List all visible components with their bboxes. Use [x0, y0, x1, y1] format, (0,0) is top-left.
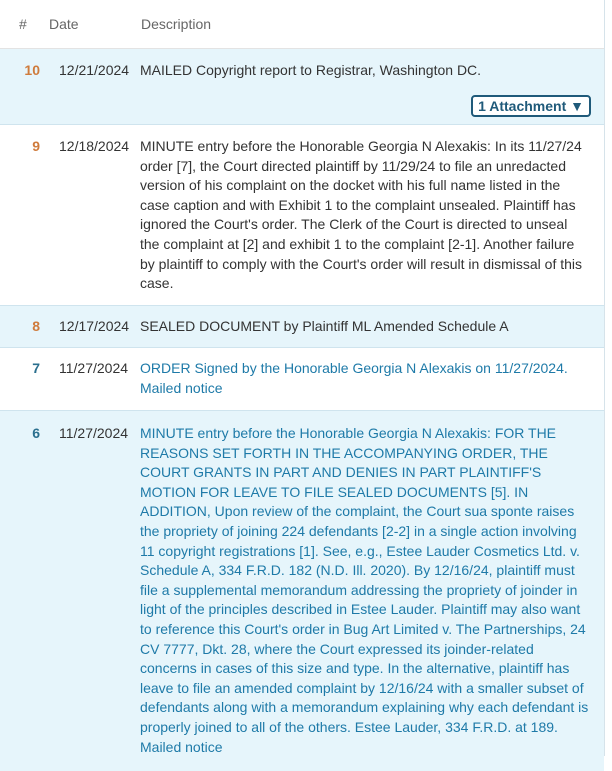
docket-row: [0, 49, 604, 125]
entry-number: 6: [32, 425, 40, 441]
entry-description-link[interactable]: ORDER Signed by the Honorable Georgia N Alexakis on 11/27/2024. Mailed notice: [140, 360, 568, 396]
docket-row: [0, 306, 604, 348]
entry-date: 12/17/2024: [59, 318, 130, 334]
header-date[interactable]: Date: [49, 16, 79, 32]
entry-description: MINUTE entry before the Honorable Georgia N Alexakis: In its 11/27/24 order [7], the Court directed plaintiff by 11/29/24 to file an unredacted version of his complaint on the docket with his full name listed in the case caption and with Exhibit 1 to the complaint unsealed. Plaintiff has ignored the Court's order. The Clerk of the Court is directed to unseal the complaint at [2] and exhibit 1 to the complaint [2-1]. Another failure by plaintiff to comply with the Court's order will result in dismissal of this case.: [140, 138, 583, 292]
header-description[interactable]: Description: [141, 16, 212, 32]
attachment-dropdown-button[interactable]: 1 Attachment ▼: [471, 95, 591, 117]
entry-date: 12/21/2024: [59, 62, 130, 78]
entry-description: MAILED Copyright report to Registrar, Washington DC.: [140, 62, 482, 78]
header-number[interactable]: #: [19, 16, 27, 32]
entry-number: 10: [24, 62, 40, 78]
entry-number: 7: [32, 360, 40, 376]
entry-date: 12/18/2024: [59, 138, 130, 154]
entry-description: SEALED DOCUMENT by Plaintiff ML Amended Schedule A: [140, 318, 509, 334]
entry-number: 9: [32, 138, 40, 154]
docket-row: [0, 348, 604, 411]
docket-row: [0, 125, 604, 306]
table-header: [0, 0, 604, 49]
entry-description-link[interactable]: MINUTE entry before the Honorable Georgia N Alexakis: FOR THE REASONS SET FORTH IN THE ACCOMPANYING ORDER, THE COURT GRANTS IN PART AND DENIES IN PART PLAINTIFF'S MOTION FOR LEAVE TO FILE SEALED DOCUMENTS [5]. IN ADDITION, Upon review of the complaint, the Court sua sponte raises the propriety of joining 224 defendants [2-2] in a single action involving 11 copyright registrations [1]. See, e.g., Estee Lauder Cosmetics Ltd. v. Schedule A, 334 F.R.D. 182 (N.D. Ill. 2020). By 12/16/24, plaintiff must file a supplemental memorandum addressing the propriety of joinder in light of the principles described in Estee Lauder. Plaintiff may also want to reference this Court's order in Bug Art Limited v. The Partnerships, 24 CV 7777, Dkt. 28, where the Court expressed its joinder-related concerns in cases of this size and type. In the alternative, plaintiff has leave to file an amended complaint by 12/16/24 with a smaller subset of defendants along with a memorandum explaining why each defendant is properly joined to all of the others. Estee Lauder, 334 F.R.D. at 189. Mailed notice: [140, 425, 589, 755]
entry-date: 11/27/2024: [59, 425, 129, 441]
entry-number: 8: [32, 318, 40, 334]
entry-date: 11/27/2024: [59, 360, 129, 376]
docket-row: [0, 411, 604, 771]
